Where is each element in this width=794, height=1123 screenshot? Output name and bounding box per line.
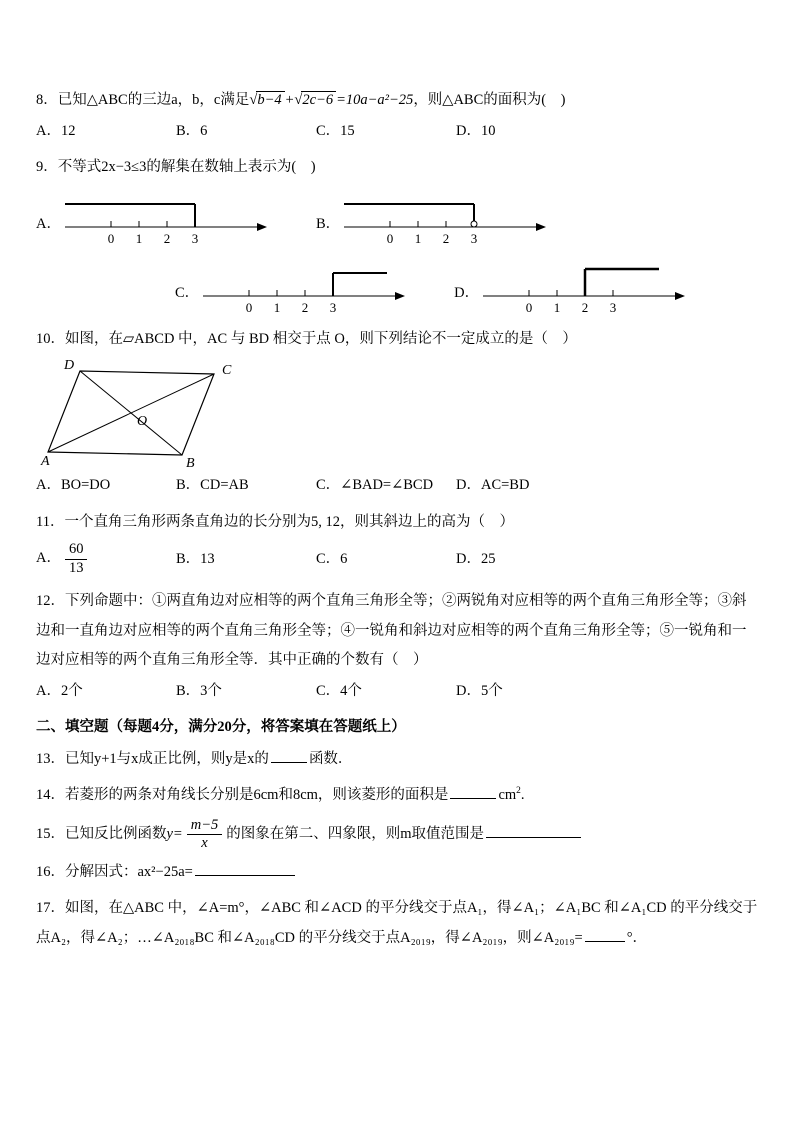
parallelogram-figure [36, 358, 246, 470]
question-11-text: 11．一个直角三角形两条直角边的长分别为5, 12，则其斜边上的高为（ ） [36, 513, 514, 530]
tick-label: 0 [107, 230, 115, 246]
q9-figure-b-label: B． [315, 215, 341, 232]
q8-option-a: A．12 [36, 122, 76, 139]
tick-label: 2 [301, 299, 309, 315]
q9-figure-b [316, 191, 547, 246]
tick-label: 0 [525, 299, 533, 315]
sqrt-expression-1 [249, 92, 284, 108]
radical-sign: √ [294, 92, 303, 108]
tick-label: 1 [414, 230, 422, 246]
question-17-text [36, 894, 760, 953]
number-line-d [481, 260, 686, 315]
sqrt-expression-2 [294, 92, 336, 108]
equation-rest: =10a−a²−25 [336, 92, 414, 108]
q14-prefix: 14．若菱形的两条对角线长分别是6cm和8cm，则该菱形的面积是 [36, 786, 449, 803]
q14-period: . [520, 786, 525, 803]
q17-answer-blank [585, 927, 625, 942]
axis-arrow [675, 292, 685, 300]
axis-arrow [257, 223, 267, 231]
q13-prefix: 13．已知y+1与x成正比例，则y是x的 [36, 751, 269, 768]
q11-options [36, 541, 760, 577]
q8-option-d: D．10 [456, 122, 496, 139]
question-13-text [36, 745, 760, 775]
fraction-numerator: 60 [68, 541, 84, 558]
q8-options [36, 120, 760, 143]
q17-suffix: °． [626, 929, 647, 946]
q9-figure-c [175, 260, 406, 315]
q12-option-b: B．3个 [176, 683, 222, 700]
q9-figure-d [454, 260, 686, 315]
q15-answer-blank [486, 823, 581, 838]
section-2-heading: 二、填空题（每题4分，满分20分，将答案填在答题纸上） [36, 719, 406, 736]
vertex-label-a: A [41, 454, 50, 470]
vertex-label-b: B [186, 456, 195, 471]
radical-sign: √ [249, 92, 258, 108]
fraction-60-13 [65, 541, 88, 577]
q9-figure-a [36, 191, 268, 246]
axis-arrow [536, 223, 546, 231]
tick-label: 2 [581, 299, 589, 315]
tick-label: 3 [609, 299, 617, 315]
question-15-text [36, 817, 760, 853]
fraction-numerator: m−5 [190, 816, 219, 833]
q13-suffix: 函数． [308, 751, 353, 768]
q15-suffix: 的图象在第二、四象限，则m取值范围是 [226, 825, 485, 842]
open-endpoint-circle [471, 221, 477, 227]
q11-option-b: B．13 [176, 550, 215, 567]
q8-suffix: ，则△ABC的面积为( ) [413, 92, 566, 108]
q9-figures-row-1 [36, 191, 760, 246]
tick-label: 1 [273, 299, 281, 315]
question-10-text: 10．如图，在▱ABCD 中，AC 与 BD 相交于点 O，则下列结论不一定成立的是（ ） [36, 330, 577, 347]
fraction-m-5-x [187, 817, 223, 853]
plus-sign: + [284, 92, 295, 108]
tick-label: 3 [470, 230, 478, 246]
q9-figures-row-2 [175, 260, 760, 315]
number-line-b [342, 191, 547, 246]
q8-prefix: 8．已知△ABC的三边a，b，c满足 [36, 92, 250, 108]
question-9-text: 9．不等式2x−3≤3的解集在数轴上表示为( ) [36, 158, 316, 175]
q11-option-a-label: A． [36, 550, 61, 567]
q9-figure-a-label: A． [36, 215, 61, 232]
q10-option-a: A．BO=DO [36, 477, 111, 494]
fraction-denominator: 13 [65, 559, 88, 577]
tick-label: 3 [191, 230, 199, 246]
q8-option-c: C．15 [316, 122, 355, 139]
q11-option-a [36, 541, 176, 577]
axis-arrow [395, 292, 405, 300]
question-14-text [36, 781, 760, 811]
tick-label: 3 [329, 299, 337, 315]
q16-prefix: 16．分解因式：ax²−25a= [36, 864, 193, 881]
question-12-text: 12．下列命题中：①两直角边对应相等的两个直角三角形全等；②两锐角对应相等的两个直角三角形全等；③斜边和一直角边对应相等的两个直角三角形全等；④一锐角和斜边对应相等的两个直角三角形全等；⑤一锐角和一边对应相等的两个直角三角形全等．其中正确的个数有（ ） [36, 593, 747, 669]
radicand-1: b−4 [256, 91, 284, 108]
tick-label: 0 [386, 230, 394, 246]
q9-figure-c-label: C． [175, 284, 200, 301]
tick-label: 2 [442, 230, 450, 246]
tick-label: 1 [553, 299, 561, 315]
q10-option-b: B．CD=AB [176, 477, 249, 494]
vertex-label-c: C [222, 363, 232, 379]
q10-option-d: D．AC=BD [456, 477, 530, 494]
tick-label: 0 [245, 299, 253, 315]
q11-option-c: C．6 [316, 550, 348, 567]
q13-answer-blank [271, 748, 307, 763]
number-line-c [201, 260, 406, 315]
q8-option-b: B．6 [176, 122, 208, 139]
q12-options [36, 680, 760, 703]
q9-figure-d-label: D． [454, 284, 480, 301]
question-8-text [36, 86, 760, 116]
radicand-2: 2c−6 [301, 91, 336, 108]
q12-option-c: C．4个 [316, 683, 362, 700]
fraction-denominator: x [187, 834, 223, 852]
q11-option-d: D．25 [456, 550, 496, 567]
question-16-text [36, 858, 760, 888]
tick-label: 1 [135, 230, 143, 246]
q12-option-a: A．2个 [36, 683, 83, 700]
vertex-label-d: D [63, 358, 75, 374]
q12-option-d: D．5个 [456, 683, 503, 700]
center-label-o: O [137, 414, 148, 430]
q16-answer-blank [195, 861, 295, 876]
q15-prefix: 15．已知反比例函数 [36, 825, 167, 842]
q17-body: 17．如图，在△ABC 中，∠A=m°，∠ABC 和∠ACD 的平分线交于点A₁，得∠A₁；∠A₁BC 和∠A₁CD 的平分线交于点A₂，得∠A₂；…∠A₂₀₁₈BC 和∠A₂₀₁₈CD 的平分线交于点A₂₀₁₉，得∠A₂₀₁₉，则∠A₂₀₁₉= [36, 900, 758, 946]
q14-answer-blank [450, 784, 496, 799]
tick-label: 2 [163, 230, 171, 246]
q14-unit-exponent: 2 [516, 785, 521, 796]
q15-lhs: y= [166, 825, 183, 842]
q10-options [36, 474, 760, 497]
diagonal-bd [80, 371, 182, 455]
q14-unit: cm [498, 786, 517, 803]
q10-option-c: C．∠BAD=∠BCD [316, 477, 434, 494]
number-line-a [63, 191, 268, 246]
